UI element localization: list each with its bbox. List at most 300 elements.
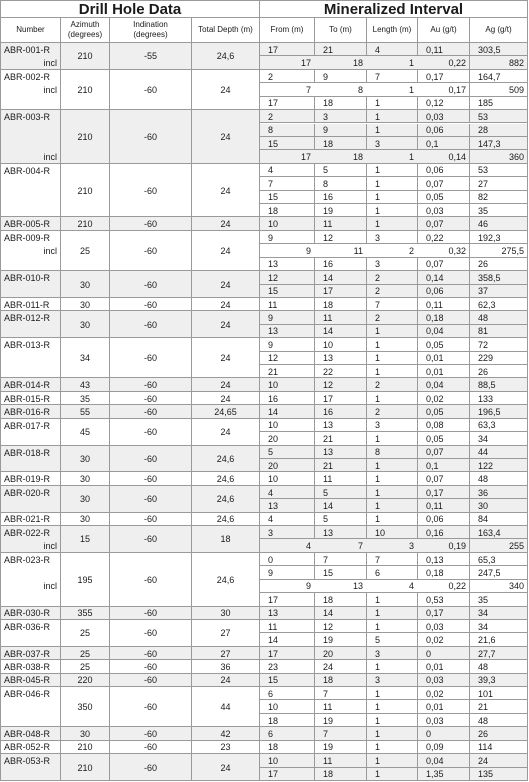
mineralized-interval-header: Mineralized Interval (260, 0, 528, 18)
hole-azimuth: 35 (79, 393, 90, 404)
interval-ag-value: 30 (478, 500, 489, 511)
incl-ag (470, 150, 528, 163)
interval-ag-value: 26 (478, 366, 489, 377)
interval-to-value: 14 (323, 326, 334, 337)
interval-au-value: 1,35 (426, 769, 444, 780)
interval-au-value: 0,1 (426, 460, 439, 471)
interval-from-value: 11 (268, 621, 278, 632)
interval-to (315, 768, 367, 781)
interval-from-value: 0 (268, 554, 274, 565)
interval-au (418, 768, 470, 781)
interval-ag-value: 39,3 (478, 675, 496, 686)
interval-length-value: 1 (375, 460, 381, 471)
interval-to (315, 164, 367, 177)
hole-azimuth: 30 (79, 279, 90, 290)
hole-azimuth: 350 (77, 702, 93, 713)
interval-au (418, 486, 470, 499)
interval-ag-value: 26 (478, 729, 489, 740)
interval-length (367, 137, 418, 150)
interval-from-value: 18 (268, 742, 279, 753)
interval-ag-value: 81 (478, 326, 489, 337)
interval-au (418, 446, 470, 459)
interval-from-value: 18 (268, 715, 279, 726)
interval-to (315, 352, 367, 365)
interval-au (418, 620, 470, 633)
interval-ag (470, 593, 528, 606)
hole-number: ABR-023-R (4, 554, 51, 565)
interval-au-value: 0,14 (426, 272, 444, 283)
interval-au-value: 0,06 (426, 286, 444, 297)
hole-inclination: -60 (143, 494, 157, 505)
interval-to-value: 13 (323, 527, 334, 538)
interval-length-value: 1 (375, 702, 381, 713)
interval-ag-value: 122 (478, 460, 494, 471)
interval-to-value: 18 (323, 594, 334, 605)
interval-to (315, 365, 367, 378)
interval-to (315, 620, 367, 633)
incl-au: 0,22 (448, 581, 466, 592)
hole-inclination: -60 (143, 762, 157, 773)
interval-ag (470, 365, 528, 378)
interval-length (367, 499, 418, 512)
interval-from-value: 10 (268, 380, 279, 391)
hole-cell-total-depth (192, 378, 260, 391)
hole-number: ABR-020-R (4, 487, 51, 498)
hole-number: ABR-011-R (4, 299, 50, 310)
interval-au-value: 0,07 (426, 474, 444, 485)
interval-to-value: 5 (323, 514, 329, 525)
hole-cell-azimuth (61, 298, 110, 311)
hole-number: ABR-036-R (4, 621, 51, 632)
hole-number: ABR-014-R (4, 380, 51, 391)
interval-length-value: 1 (375, 366, 381, 377)
column-header-inclination (110, 18, 192, 43)
hole-number: ABR-030-R (4, 608, 51, 619)
hole-number: ABR-003-R (4, 112, 51, 123)
interval-length-value: 1 (375, 192, 381, 203)
interval-from (260, 553, 315, 566)
hole-azimuth: 210 (77, 84, 93, 95)
hole-number: ABR-037-R (4, 648, 51, 659)
interval-from (260, 593, 315, 606)
hole-number: ABR-002-R (4, 71, 51, 82)
interval-from (260, 124, 315, 137)
interval-to (315, 700, 367, 713)
hole-cell-inclination (110, 674, 192, 687)
hole-azimuth: 30 (79, 299, 90, 310)
hole-depth: 30 (220, 608, 231, 619)
incl-length: 1 (408, 152, 414, 163)
interval-to (315, 660, 367, 673)
interval-length-value: 1 (375, 219, 381, 230)
column-header-line: Number (16, 25, 45, 34)
interval-au-value: 0,03 (426, 675, 444, 686)
incl-from: 9 (305, 245, 311, 256)
interval-ag-value: 26 (478, 259, 489, 270)
interval-from (260, 754, 315, 767)
interval-length-value: 1 (375, 205, 381, 216)
interval-length (367, 177, 418, 190)
incl-to: 13 (352, 581, 363, 592)
hole-cell-total-depth (192, 217, 260, 230)
interval-au-value: 0,53 (426, 594, 444, 605)
interval-au (418, 325, 470, 338)
interval-length (367, 110, 418, 123)
interval-to (315, 446, 367, 459)
interval-from (260, 660, 315, 673)
interval-to (315, 271, 367, 284)
incl-to: 8 (357, 84, 363, 95)
interval-au (418, 231, 470, 244)
interval-to (315, 177, 367, 190)
hole-cell-inclination (110, 741, 192, 754)
hole-azimuth: 30 (79, 514, 90, 525)
interval-au-value: 0,01 (426, 366, 444, 377)
hole-cell-total-depth (192, 660, 260, 673)
hole-cell-number (0, 43, 61, 70)
hole-number: ABR-022-R (4, 528, 51, 539)
hole-number: ABR-001-R (4, 45, 51, 55)
hole-cell-azimuth (61, 164, 110, 218)
interval-length (367, 338, 418, 351)
interval-au-value: 0,05 (426, 406, 444, 417)
interval-au (418, 378, 470, 391)
hole-cell-number (0, 446, 61, 473)
interval-from (260, 285, 315, 298)
interval-to (315, 124, 367, 137)
incl-ag-value: 360 (508, 152, 524, 163)
interval-from (260, 768, 315, 781)
interval-au (418, 352, 470, 365)
hole-cell-azimuth (61, 405, 110, 418)
interval-from (260, 607, 315, 620)
interval-au-value: 0,04 (426, 755, 444, 766)
interval-from-value: 17 (268, 98, 279, 109)
interval-ag-value: 28 (478, 125, 489, 136)
hole-number: ABR-045-R (4, 675, 51, 686)
interval-ag-value: 163,4 (478, 527, 501, 538)
interval-to (315, 472, 367, 485)
interval-to-value: 21 (323, 44, 334, 55)
hole-cell-total-depth (192, 446, 260, 473)
hole-cell-total-depth (192, 553, 260, 607)
interval-ag (470, 164, 528, 177)
incl-length: 1 (408, 84, 414, 95)
hole-cell-total-depth (192, 419, 260, 446)
hole-azimuth: 210 (77, 131, 93, 142)
interval-ag-value: 63,3 (478, 420, 496, 431)
column-header-au (418, 18, 470, 43)
interval-ag-value: 196,5 (478, 406, 501, 417)
interval-from-value: 9 (268, 232, 274, 243)
interval-ag (470, 419, 528, 432)
hole-cell-inclination (110, 607, 192, 620)
incl-length: 3 (408, 541, 414, 552)
hole-cell-total-depth (192, 674, 260, 687)
hole-cell-number (0, 405, 61, 418)
incl-ag-value: 509 (508, 84, 524, 95)
interval-from-value: 9 (268, 568, 274, 578)
hole-cell-number (0, 311, 61, 338)
interval-au (418, 191, 470, 204)
interval-au-value: 0,05 (426, 192, 444, 203)
interval-length (367, 566, 418, 579)
interval-from-value: 18 (268, 205, 279, 216)
interval-from (260, 687, 315, 700)
interval-from (260, 204, 315, 217)
interval-from-value: 12 (268, 272, 279, 283)
interval-au (418, 204, 470, 217)
interval-length-value: 7 (375, 554, 381, 565)
hole-azimuth: 220 (77, 675, 93, 686)
incl-au: 0,17 (448, 84, 466, 95)
interval-ag (470, 352, 528, 365)
interval-length (367, 486, 418, 499)
interval-au (418, 660, 470, 673)
interval-from-value: 13 (268, 500, 279, 511)
hole-cell-azimuth (61, 43, 110, 70)
incl-label: incl (43, 581, 57, 592)
interval-ag (470, 70, 528, 83)
hole-depth: 24 (220, 84, 231, 95)
hole-azimuth: 30 (79, 453, 90, 464)
hole-inclination: -60 (143, 675, 157, 686)
incl-ag-value: 882 (508, 58, 524, 69)
interval-ag-value: 44 (478, 447, 489, 458)
interval-length (367, 754, 418, 767)
hole-cell-inclination (110, 419, 192, 446)
interval-to-value: 22 (323, 366, 334, 377)
hole-cell-inclination (110, 378, 192, 391)
interval-au-value: 0,05 (426, 433, 444, 444)
hole-azimuth: 55 (79, 406, 90, 417)
interval-from (260, 217, 315, 230)
interval-au (418, 633, 470, 646)
interval-au (418, 164, 470, 177)
interval-to (315, 714, 367, 727)
interval-length (367, 97, 418, 110)
interval-from (260, 378, 315, 391)
hole-cell-azimuth (61, 338, 110, 378)
interval-length (367, 70, 418, 83)
interval-to (315, 647, 367, 660)
interval-length-value: 1 (375, 742, 381, 753)
interval-from (260, 499, 315, 512)
interval-to-value: 18 (323, 299, 334, 310)
interval-from-value: 2 (268, 71, 274, 82)
column-header-line: Length (m) (372, 25, 412, 34)
interval-length (367, 311, 418, 324)
interval-ag-value: 358,5 (478, 272, 501, 283)
hole-cell-number (0, 338, 61, 378)
hole-cell-azimuth (61, 674, 110, 687)
interval-au-value: 0,1 (426, 138, 439, 149)
interval-ag (470, 271, 528, 284)
hole-cell-number (0, 687, 61, 727)
interval-from (260, 700, 315, 713)
interval-from-value: 23 (268, 661, 279, 672)
column-header-line: Au (g/t) (430, 25, 457, 34)
interval-ag (470, 553, 528, 566)
interval-to-value: 13 (323, 420, 334, 431)
hole-number: ABR-015-R (4, 393, 51, 404)
interval-length-value: 1 (375, 326, 381, 337)
interval-to-value: 14 (323, 272, 334, 283)
hole-cell-inclination (110, 620, 192, 647)
interval-length (367, 124, 418, 137)
hole-cell-number (0, 419, 61, 446)
hole-azimuth: 25 (79, 628, 90, 639)
interval-au (418, 419, 470, 432)
interval-from-value: 15 (268, 286, 279, 297)
interval-from (260, 43, 315, 56)
interval-from-value: 15 (268, 138, 279, 149)
interval-au (418, 687, 470, 700)
interval-length-value: 1 (375, 500, 381, 511)
interval-length (367, 298, 418, 311)
interval-ag-value: 114 (478, 742, 493, 753)
hole-depth: 27 (220, 628, 231, 639)
hole-cell-total-depth (192, 311, 260, 338)
hole-inclination: -60 (143, 185, 157, 196)
interval-to (315, 97, 367, 110)
hole-cell-number (0, 660, 61, 673)
hole-cell-total-depth (192, 231, 260, 271)
hole-cell-inclination (110, 70, 192, 110)
hole-azimuth: 30 (79, 494, 90, 505)
hole-depth: 23 (220, 742, 231, 753)
interval-length-value: 2 (375, 380, 381, 391)
hole-cell-total-depth (192, 687, 260, 727)
hole-number: ABR-010-R (4, 273, 51, 284)
interval-from-value: 4 (268, 514, 274, 525)
interval-ag (470, 472, 528, 485)
interval-ag-value: 34 (478, 608, 489, 619)
hole-cell-inclination (110, 311, 192, 338)
interval-ag (470, 311, 528, 324)
interval-to-value: 13 (323, 353, 334, 364)
interval-ag-value: 133 (478, 393, 494, 404)
hole-cell-number (0, 472, 61, 485)
hole-azimuth: 210 (77, 51, 93, 62)
interval-au-value: 0,01 (426, 702, 444, 713)
interval-au-value: 0,11 (426, 44, 443, 55)
incl-length: 2 (408, 245, 414, 256)
interval-ag-value: 27 (478, 178, 489, 189)
interval-au-value: 0,22 (426, 232, 444, 243)
interval-length (367, 204, 418, 217)
hole-inclination: -60 (143, 729, 157, 740)
incl-label: incl (43, 152, 57, 163)
interval-au (418, 217, 470, 230)
hole-cell-inclination (110, 687, 192, 727)
interval-au-value: 0,11 (426, 500, 443, 511)
interval-to (315, 338, 367, 351)
column-header-line: From (m) (270, 25, 304, 34)
interval-au-value: 0,17 (426, 608, 444, 619)
interval-to (315, 419, 367, 432)
interval-length-value: 1 (375, 487, 381, 498)
interval-to-value: 17 (323, 393, 334, 404)
interval-from-value: 2 (268, 111, 274, 122)
incl-from: 17 (300, 58, 311, 69)
hole-cell-azimuth (61, 486, 110, 513)
interval-au-value: 0,09 (426, 742, 444, 753)
interval-to (315, 754, 367, 767)
interval-length-value: 1 (375, 98, 381, 109)
incl-interval-row (260, 244, 470, 257)
interval-to-value: 16 (323, 406, 334, 417)
hole-cell-number (0, 754, 61, 781)
interval-from (260, 325, 315, 338)
interval-length (367, 352, 418, 365)
interval-from (260, 271, 315, 284)
hole-azimuth: 25 (79, 661, 90, 672)
interval-au-value: 0,03 (426, 111, 444, 122)
interval-length (367, 553, 418, 566)
hole-cell-inclination (110, 553, 192, 607)
interval-length-value: 1 (375, 125, 381, 136)
hole-cell-azimuth (61, 392, 110, 405)
hole-depth: 24,65 (214, 406, 237, 417)
interval-ag (470, 217, 528, 230)
interval-to-value: 9 (323, 71, 329, 82)
hole-cell-azimuth (61, 526, 110, 553)
interval-au-value: 0,06 (426, 125, 444, 136)
interval-from-value: 17 (268, 769, 279, 780)
interval-to-value: 5 (323, 165, 329, 176)
hole-cell-azimuth (61, 607, 110, 620)
interval-to-value: 19 (323, 635, 334, 646)
hole-inclination: -60 (143, 453, 157, 464)
interval-ag (470, 526, 528, 539)
interval-to (315, 633, 367, 646)
interval-ag-value: 21 (478, 702, 489, 713)
hole-cell-number (0, 110, 61, 164)
hole-depth: 42 (220, 729, 231, 740)
hole-cell-inclination (110, 446, 192, 473)
interval-to-value: 16 (323, 259, 334, 270)
interval-to-value: 14 (323, 608, 334, 619)
hole-cell-total-depth (192, 405, 260, 418)
interval-length (367, 325, 418, 338)
interval-length (367, 620, 418, 633)
interval-length (367, 405, 418, 418)
interval-to-value: 18 (323, 138, 334, 149)
interval-from (260, 164, 315, 177)
interval-from (260, 526, 315, 539)
interval-length (367, 164, 418, 177)
interval-length (367, 231, 418, 244)
hole-depth: 24,6 (216, 494, 235, 505)
interval-ag (470, 607, 528, 620)
incl-from: 17 (300, 152, 311, 163)
interval-ag (470, 754, 528, 767)
interval-to (315, 607, 367, 620)
interval-au-value: 0,05 (426, 339, 444, 350)
interval-au (418, 714, 470, 727)
interval-from-value: 13 (268, 608, 279, 619)
interval-ag-value: 37 (478, 286, 489, 297)
hole-cell-total-depth (192, 513, 260, 526)
hole-cell-number (0, 741, 61, 754)
hole-number: ABR-004-R (4, 165, 51, 176)
column-header-line: Azimuth (70, 20, 100, 29)
hole-azimuth: 355 (77, 608, 93, 619)
incl-to: 11 (353, 245, 363, 256)
hole-cell-azimuth (61, 472, 110, 485)
hole-azimuth: 30 (79, 474, 90, 485)
